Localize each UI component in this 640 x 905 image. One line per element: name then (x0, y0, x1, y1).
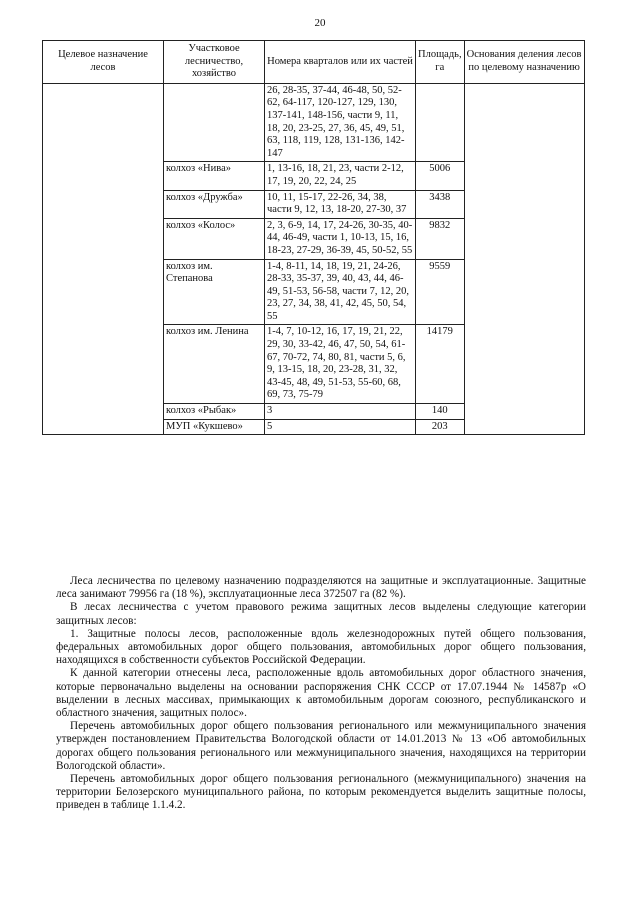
basis-cell (464, 83, 584, 434)
header-area: Площадь, га (416, 41, 465, 84)
header-purpose: Целевое назначение лесов (43, 41, 164, 84)
farm-cell: колхоз им. Ленина (164, 325, 265, 404)
forest-table (42, 40, 585, 435)
quarters-cell: 2, 3, 6-9, 14, 17, 24-26, 30-35, 40-44, 46-49, части 1, 10-13, 15, 16, 18-23, 27-29, 36-39, 45, 50-52, 55 (265, 218, 416, 259)
table-header-row (43, 41, 585, 84)
body-text (56, 575, 586, 813)
farm-cell: МУП «Кукшево» (164, 419, 265, 435)
paragraph: В лесах лесничества с учетом правового режима защитных лесов выделены следующие категории защитных лесов: (56, 601, 586, 627)
paragraph: Леса лесничества по целевому назначению подразделяются на защитные и эксплуатационные. Защитные леса занимают 79956 га (18 %), эксплуатационные леса 372507 га (82 %). (56, 575, 586, 601)
quarters-cell: 1, 13-16, 18, 21, 23, части 2-12, 17, 19, 20, 22, 24, 25 (265, 162, 416, 190)
quarters-cell: 10, 11, 15-17, 22-26, 34, 38, части 9, 12, 13, 18-20, 27-30, 37 (265, 190, 416, 218)
quarters-cell: 1-4, 8-11, 14, 18, 19, 21, 24-26, 28-33, 35-37, 39, 40, 43, 44, 46-49, 51-53, 56-58, части 7, 12, 20, 23, 27, 34, 38, 41, 42, 45, 50, 54, 55 (265, 259, 416, 325)
paragraph: К данной категории отнесены леса, расположенные вдоль автомобильных дорог областного значения, которые первоначально выделены на основании распоряжения СНК СССР от 17.07.1944 № 14587р «О выделении в лесных массивах, примыкающих к автомобильным дорогам союзного, республиканского и областного значения, защитных полос». (56, 667, 586, 720)
farm-cell: колхоз «Нива» (164, 162, 265, 190)
farm-cell (164, 83, 265, 162)
paragraph: Перечень автомобильных дорог общего пользования регионального или межмуниципального значения утвержден постановлением Правительства Вологодской области от 14.01.2013 № 13 «Об автомобильных дорогах общего пользования регионального или межмуниципального значения, находящихся на территории Вологодской области». (56, 720, 586, 772)
quarters-cell: 5 (265, 419, 416, 435)
farm-cell: колхоз им. Степанова (164, 259, 265, 325)
page-number: 20 (314, 17, 326, 29)
area-cell: 3438 (416, 190, 465, 218)
area-cell: 9559 (416, 259, 465, 325)
farm-cell: колхоз «Колос» (164, 218, 265, 259)
header-basis: Основания деления лесов по целевому назначению (464, 41, 584, 84)
quarters-cell: 26, 28-35, 37-44, 46-48, 50, 52-62, 64-117, 120-127, 129, 130, 137-141, 148-156, части 9, 11, 18, 20, 23-25, 27, 36, 45, 49, 51, 63, 118, 119, 128, 131-136, 142-147 (265, 83, 416, 162)
table-row (43, 83, 585, 162)
quarters-cell: 1-4, 7, 10-12, 16, 17, 19, 21, 22, 29, 30, 33-42, 46, 47, 50, 54, 61-67, 70-72, 74, 80, 81, части 5, 6, 9, 13-15, 18, 20, 23-28, 31, 32, 43-45, 48, 49, 51-53, 55-60, 68, 69, 73, 75-79 (265, 325, 416, 404)
purpose-cell (43, 83, 164, 434)
farm-cell: колхоз «Рыбак» (164, 404, 265, 420)
area-cell: 140 (416, 404, 465, 420)
area-cell: 14179 (416, 325, 465, 404)
area-cell: 9832 (416, 218, 465, 259)
header-forestry: Участковое лесничество, хозяйство (164, 41, 265, 84)
area-cell: 203 (416, 419, 465, 435)
header-quarters: Номера кварталов или их частей (265, 41, 416, 84)
paragraph: Перечень автомобильных дорог общего пользования регионального (межмуниципального) значения на территории Белозерского муниципального района, по которым рекомендуется выделить защитные полосы, приведен в таблице 1.1.4.2. (56, 773, 586, 812)
farm-cell: колхоз «Дружба» (164, 190, 265, 218)
area-cell (416, 83, 465, 162)
quarters-cell: 3 (265, 404, 416, 420)
paragraph: 1. Защитные полосы лесов, расположенные вдоль железнодорожных путей общего пользования, федеральных автомобильных дорог общего пользования, автомобильных дорог общего пользования, находящихся в собственности субъектов Российской Федерации. (56, 627, 586, 667)
area-cell: 5006 (416, 162, 465, 190)
